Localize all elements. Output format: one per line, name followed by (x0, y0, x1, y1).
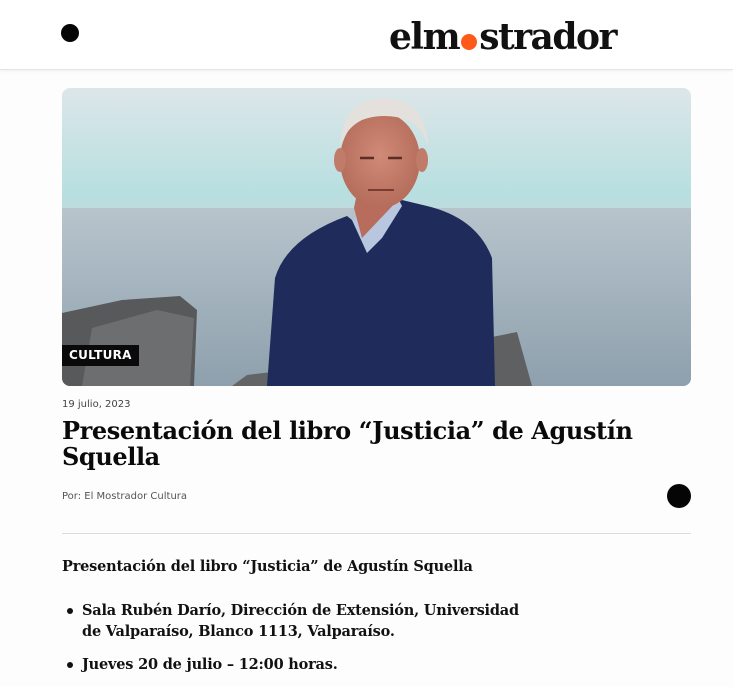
divider (62, 533, 691, 534)
hero-image[interactable] (62, 88, 691, 386)
share-icon[interactable] (667, 484, 691, 508)
site-header (0, 0, 733, 70)
menu-icon[interactable] (61, 24, 79, 42)
logo-text-el: el (389, 16, 423, 58)
logo-text-strador: strador (479, 16, 617, 58)
article-title: Presentación del libro “Justicia” de Agustín Squella (62, 416, 633, 471)
event-details-list (62, 600, 522, 687)
list-item-datetime: Jueves 20 de julio – 12:00 horas. (62, 654, 522, 675)
category-badge[interactable]: CULTURA (62, 345, 139, 366)
logo-dot-icon (461, 34, 477, 50)
site-logo[interactable] (389, 14, 616, 60)
article-author[interactable]: Por: El Mostrador Cultura (62, 491, 188, 502)
list-item-venue: Sala Rubén Darío, Dirección de Extensión, Universidad de Valparaíso, Blanco 1113, Valparaíso. (62, 600, 522, 642)
hero-photo (62, 88, 691, 386)
logo-text-m: m (422, 16, 460, 58)
article-lead: Presentación del libro “Justicia” de Agustín Squella (62, 558, 473, 575)
article-date: 19 julio, 2023 (62, 399, 131, 410)
